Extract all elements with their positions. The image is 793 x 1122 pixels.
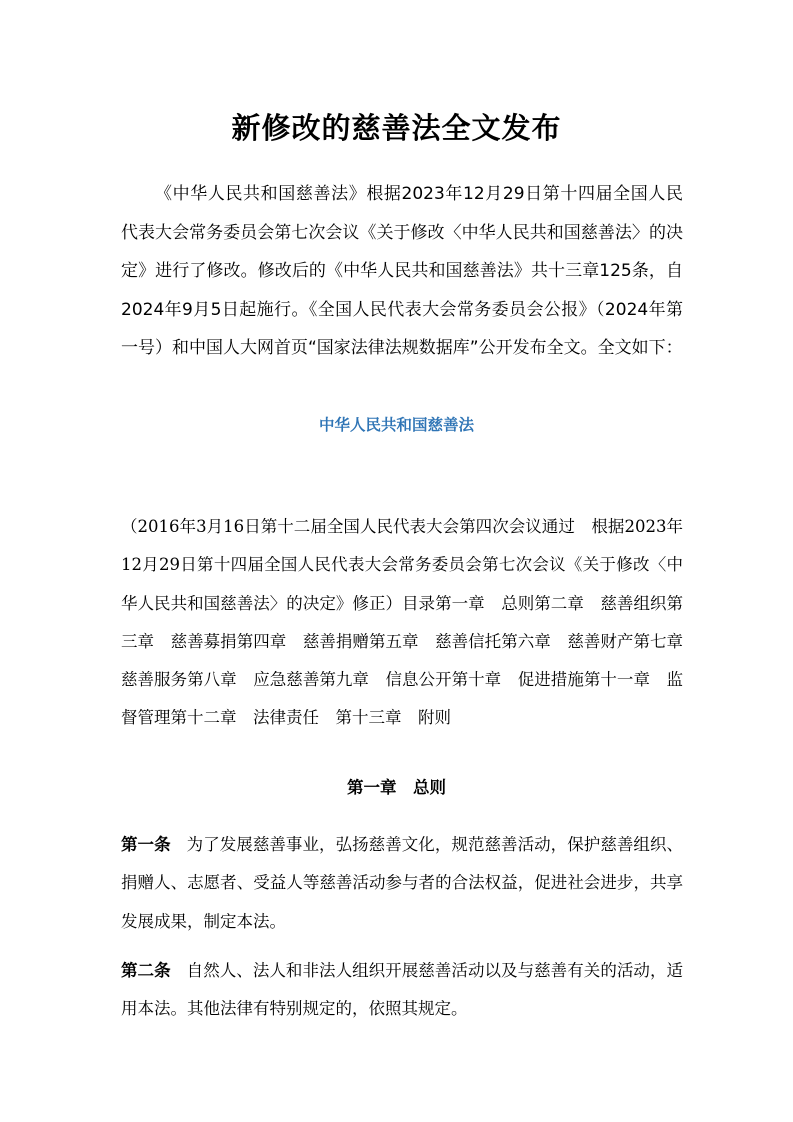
intro-paragraph: 《中华人民共和国慈善法》根据2023年12月29日第十四届全国人民代表大会常务委员会第七次会议《关于修改〈中华人民共和国慈善法〉的决定》进行了修改。修改后的《中华人民共和国慈善法》共十三章125条，自2024年9月5日起施行。《全国人民代表大会常务委员会公报》（2024年第一号）和中国人大网首页“国家法律法规数据库”公开发布全文。全文如下：: [121, 184, 683, 358]
article-label: 第一条: [121, 835, 171, 854]
article-2: [121, 952, 683, 1029]
article-text: 自然人、法人和非法人组织开展慈善活动以及与慈善有关的活动，适用本法。其他法律有特别规定的，依照其规定。: [121, 961, 683, 1019]
article-label: 第二条: [121, 961, 171, 980]
article-text: 为了发展慈善事业，弘扬慈善文化，规范慈善活动，保护慈善组织、捐赠人、志愿者、受益人等慈善活动参与者的合法权益，促进社会进步，共享发展成果，制定本法。: [121, 835, 683, 931]
revision-note: （2016年3月16日第十二届全国人民代表大会第四次会议通过 根据2023年12月29日第十四届全国人民代表大会常务委员会第七次会议《关于修改〈中华人民共和国慈善法〉的决定》修正）目录第一章 总则第二章 慈善组织第三章 慈善募捐第四章 慈善捐赠第五章 慈善信托第六章 慈善财产第七章 慈善服务第八章 应急慈善第九章 信息公开第十章 促进措施第十一章 监督管理第十二章 法律责任 第十三章 附则: [121, 517, 700, 728]
page-title: 新修改的慈善法全文发布: [231, 111, 562, 145]
chapter-heading: 第一章 总则: [347, 778, 446, 797]
law-title: 中华人民共和国慈善法: [318, 416, 474, 434]
article-1: [121, 826, 683, 941]
